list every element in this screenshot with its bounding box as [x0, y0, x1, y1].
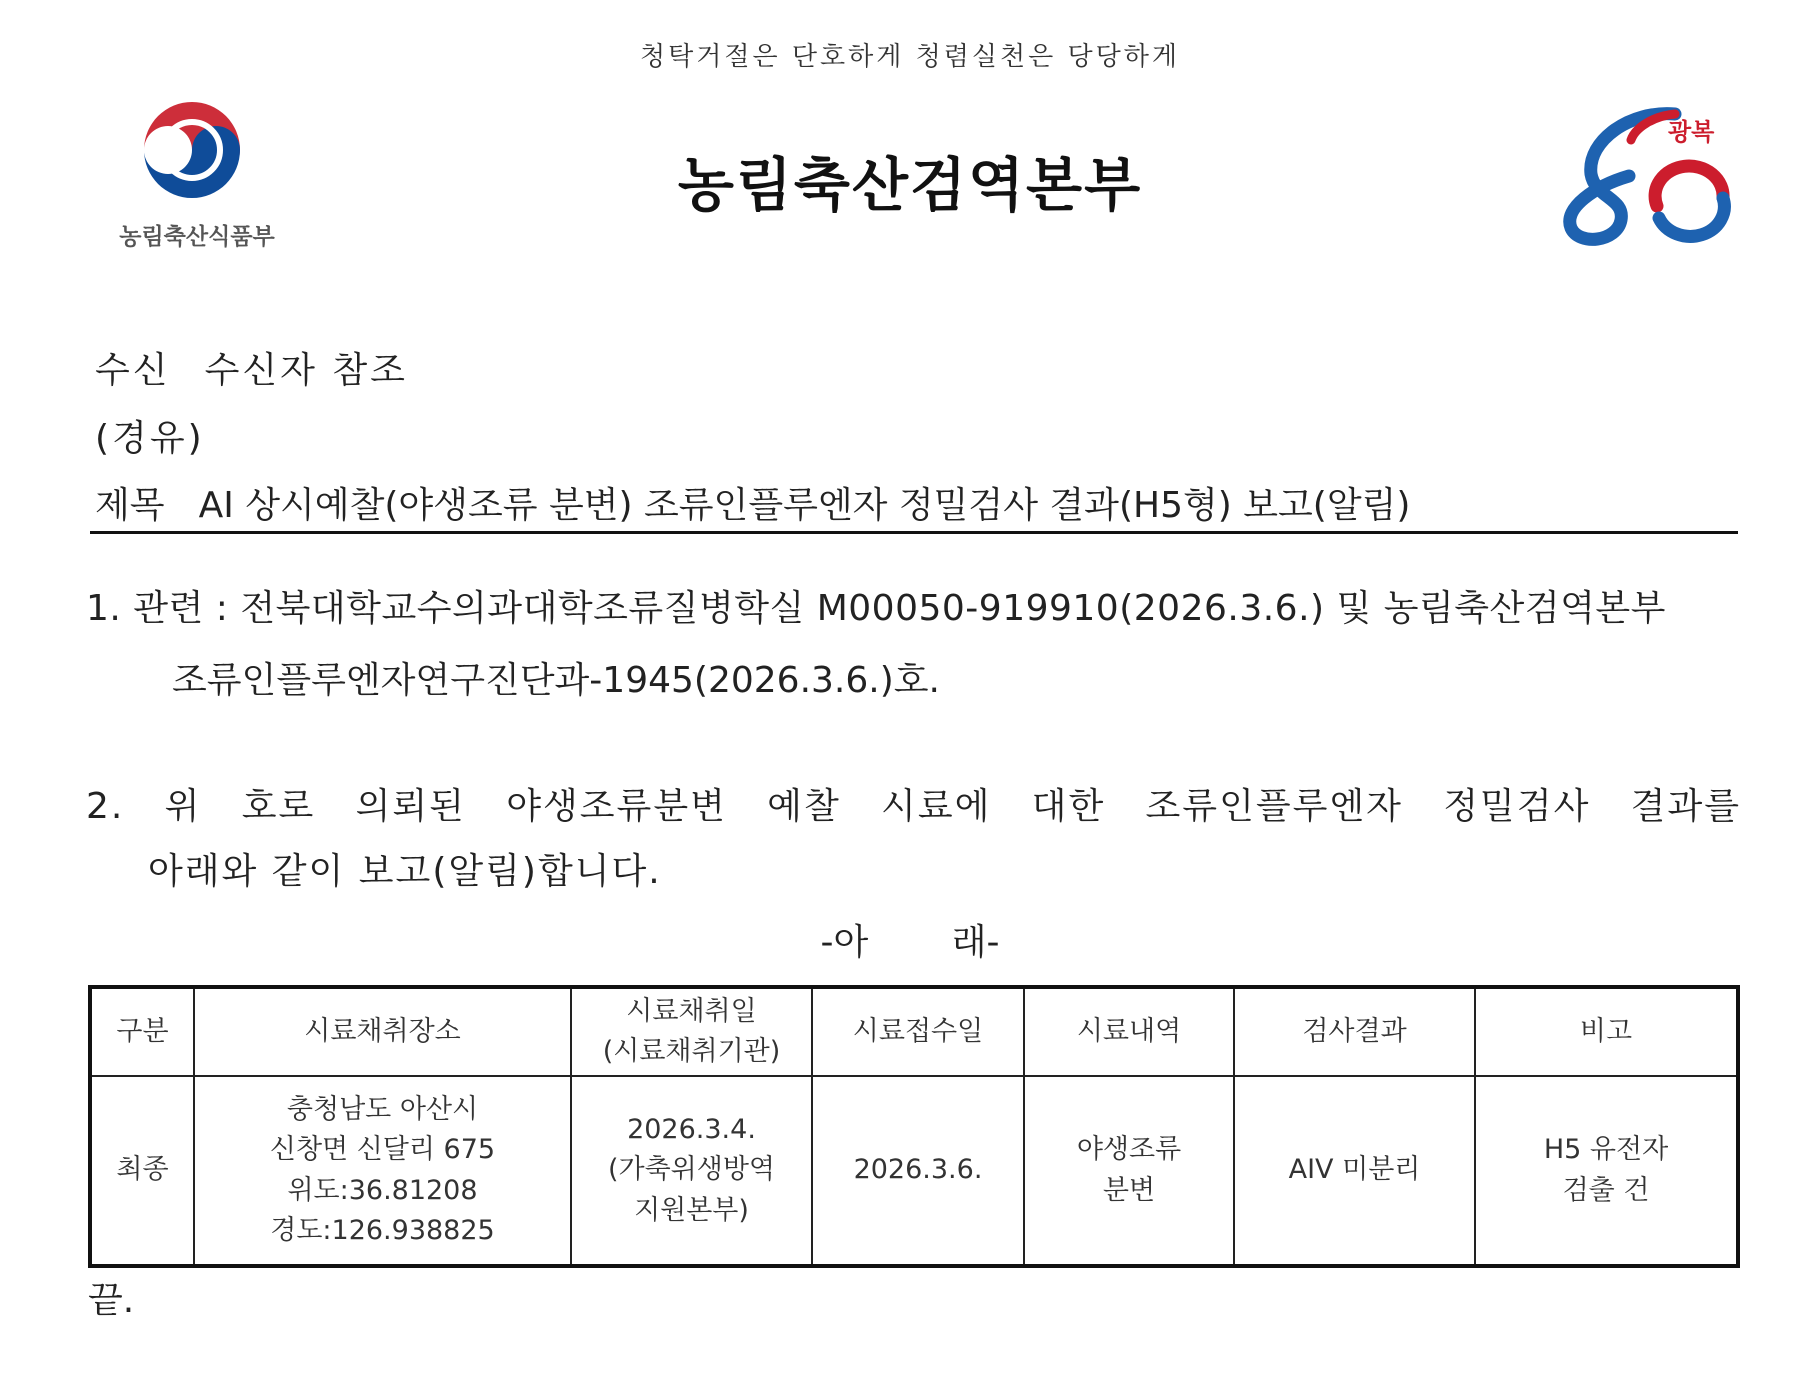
- table-header-row: [90, 987, 1738, 1076]
- header-category: 구분: [90, 987, 194, 1076]
- cell-remarks-line-2: 검출 건: [1562, 1174, 1650, 1206]
- paragraph-2-line-1: 2. 위 호로 의뢰된 야생조류분변 예찰 시료에 대한 조류인플루엔자 정밀검사 결과를: [86, 786, 1741, 827]
- cell-category: 최종: [90, 1076, 194, 1266]
- cell-location-line-4: 경도:126.938825: [270, 1215, 495, 1246]
- cell-location: [194, 1076, 571, 1266]
- cell-sample-line-1: 야생조류: [1076, 1134, 1182, 1165]
- paragraph-1-line-1: 1. 관련 : 전북대학교수의과대학조류질병학실 M00050-919910(2026.3.6.) 및 농림축산검역본부: [86, 588, 1666, 629]
- cell-receipt-date: 2026.3.6.: [812, 1076, 1024, 1266]
- anniversary-logo: [1535, 100, 1745, 260]
- slogan-banner: 청탁거절은 단호하게 청렴실천은 당당하게: [640, 42, 1180, 72]
- recipient-value: 수신자 참조: [204, 350, 408, 391]
- subject-value: AI 상시예찰(야생조류 분변) 조류인플루엔자 정밀검사 결과(H5형) 보고(알림): [198, 485, 1411, 526]
- table-row: [90, 1076, 1738, 1266]
- cell-remarks-line-1: H5 유전자: [1543, 1134, 1669, 1165]
- cell-collection-date-value: 2026.3.4.: [627, 1113, 756, 1145]
- ministry-name: 농림축산식품부: [119, 224, 275, 250]
- header-location: 시료채취장소: [194, 987, 571, 1076]
- header-collection-date-line-1: 시료채취일: [626, 995, 757, 1027]
- cell-sample-line-2: 분변: [1102, 1174, 1156, 1206]
- subject-label: 제목: [95, 485, 165, 526]
- cell-location-line-3: 위도:36.81208: [287, 1174, 478, 1206]
- end-mark: 끝.: [88, 1280, 135, 1321]
- cell-sample: [1024, 1076, 1234, 1266]
- anniversary-badge: 광복: [1668, 118, 1715, 146]
- results-table: [88, 985, 1740, 1268]
- header-collection-date: [571, 987, 812, 1076]
- header-receipt-date: 시료접수일: [812, 987, 1024, 1076]
- paragraph-1-line-2: 조류인플루엔자연구진단과-1945(2026.3.6.)호.: [172, 660, 940, 701]
- paragraph-2-line-2: 아래와 같이 보고(알림)합니다.: [148, 851, 662, 892]
- cell-collection-date: [571, 1076, 812, 1266]
- recipient-label: 수신: [95, 350, 171, 391]
- cell-collection-agency-line-1: (가축위생방역: [607, 1154, 776, 1186]
- cell-result: AIV 미분리: [1234, 1076, 1475, 1266]
- header-sample: 시료내역: [1024, 987, 1234, 1076]
- cell-remarks: [1475, 1076, 1738, 1266]
- cell-location-line-1: 충청남도 아산시: [286, 1093, 479, 1125]
- subject-divider: [90, 531, 1738, 534]
- header-collection-date-line-2: (시료채취기관): [602, 1036, 781, 1067]
- header-remarks: 비고: [1475, 987, 1738, 1076]
- header-result: 검사결과: [1234, 987, 1475, 1076]
- below-heading: -아 래-: [820, 922, 1000, 963]
- cell-location-line-2: 신창면 신달리 675: [269, 1134, 496, 1165]
- via-line: (경유): [95, 418, 205, 459]
- recipient-line: [95, 342, 408, 393]
- subject-line: [95, 477, 1410, 528]
- organization-title: 농림축산검역본부: [677, 151, 1143, 219]
- cell-collection-agency-line-2: 지원본부): [634, 1194, 749, 1226]
